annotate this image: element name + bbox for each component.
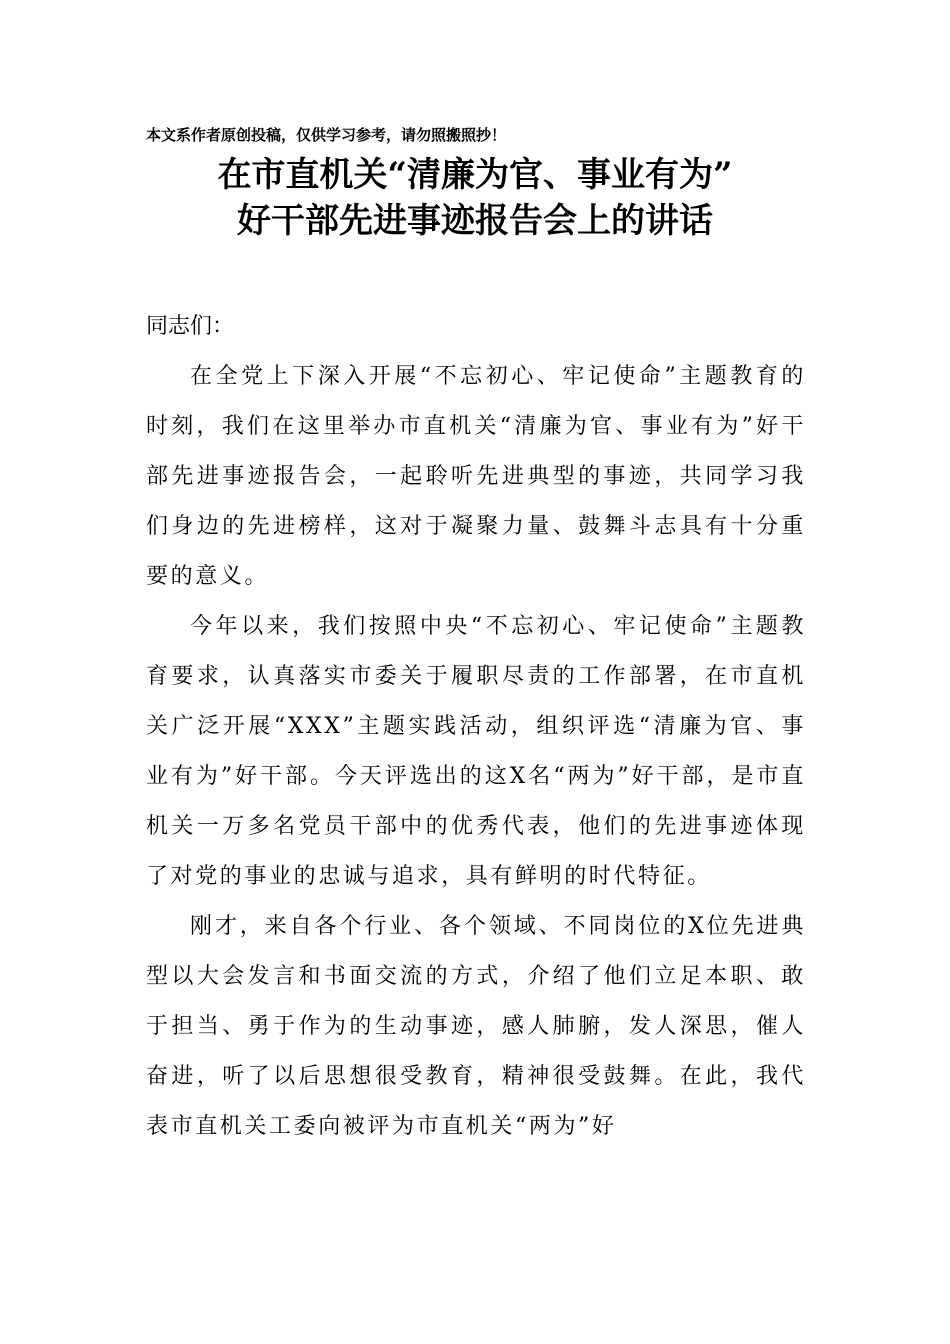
copyright-notice: 本文系作者原创投稿，仅供学习参考，请勿照搬照抄！	[146, 126, 507, 144]
speech-body	[146, 352, 806, 1152]
title-line-2: 好干部先进事迹报告会上的讲话	[237, 201, 713, 241]
salutation: 同志们：	[146, 314, 235, 339]
paragraph-1: 在全党上下深入开展“不忘初心、牢记使命”主题教育的时刻，我们在这里举办市直机关“清廉为官、事业有为”好干部先进事迹报告会，一起聆听先进典型的事迹，共同学习我们身边的先进榜样，这对于凝聚力量、鼓舞斗志具有十分重要的意义。	[146, 364, 806, 589]
paragraph-3: 刚才，来自各个行业、各个领域、不同岗位的X位先进典型以大会发言和书面交流的方式，介绍了他们立足本职、敢于担当、勇于作为的生动事迹，感人肺腑，发人深思，催人奋进，听了以后思想很受教育，精神很受鼓舞。在此，我代表市直机关工委向被评为市直机关“两为”好	[146, 914, 806, 1139]
title-line-1: 在市直机关“清廉为官、事业有为”	[217, 155, 733, 195]
paragraph-2: 今年以来，我们按照中央“不忘初心、牢记使命”主题教育要求，认真落实市委关于履职尽责的工作部署，在市直机关广泛开展“XXX”主题实践活动，组织评选“清廉为官、事业有为”好干部。今天评选出的这X名“两为”好干部，是市直机关一万多名党员干部中的优秀代表，他们的先进事迹体现了对党的事业的忠诚与追求，具有鲜明的时代特征。	[146, 614, 806, 889]
